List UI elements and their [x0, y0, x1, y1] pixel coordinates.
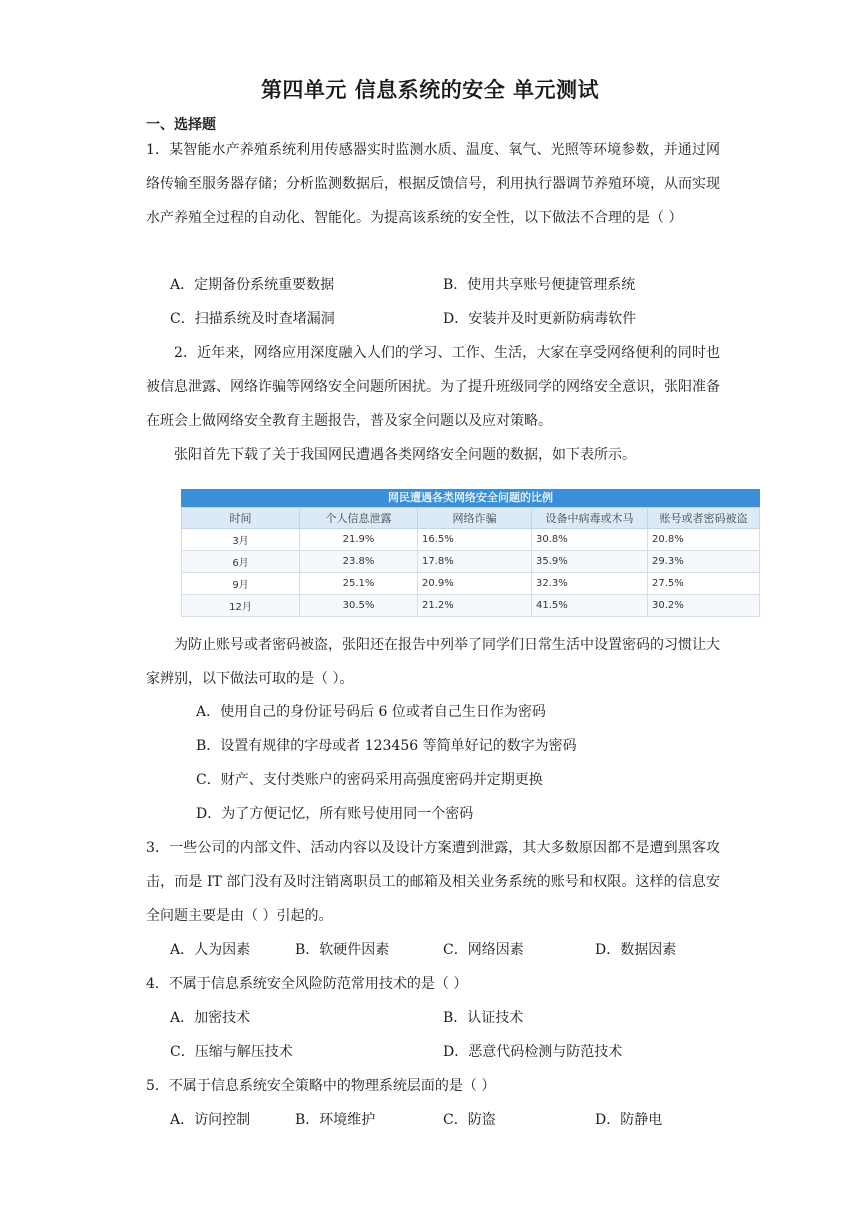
table-cell: 3月: [182, 529, 300, 551]
q5-option-a: A．访问控制: [170, 1112, 251, 1128]
question-3-options: [0, 933, 860, 967]
section-heading: 一、选择题: [146, 117, 216, 133]
question-4-stem: 4．不属于信息系统安全风险防范常用技术的是（ ）: [146, 976, 468, 992]
q4-option-c: C．压缩与解压技术: [170, 1044, 293, 1060]
table-cell: 23.8%: [300, 551, 418, 573]
table-cell: 25.1%: [300, 573, 418, 595]
page-title: 第四单元 信息系统的安全 单元测试: [260, 78, 600, 102]
q1-option-a: A．定期备份系统重要数据: [170, 277, 335, 293]
q1-option-d: D．安装并及时更新防病毒软件: [443, 311, 637, 327]
table-header-cell: 时间: [182, 508, 300, 529]
table-cell: 17.8%: [418, 551, 532, 573]
table-row: [182, 529, 760, 551]
question-5-options: [0, 1103, 860, 1137]
table-cell: 16.5%: [418, 529, 532, 551]
table-row: [182, 595, 760, 617]
q4-option-a: A．加密技术: [170, 1010, 251, 1026]
question-2-options: [196, 695, 756, 831]
question-1-options: [0, 268, 860, 336]
question-1-stem: 1．某智能水产养殖系统利用传感器实时监测水质、温度、氧气、光照等环境参数，并通过网络传输至服务器存储；分析监测数据后，根据反馈信号，利用执行器调节养殖环境，从而实现水产养殖全过程的自动化、智能化。为提高该系统的安全性，以下做法不合理的是（ ）: [146, 142, 720, 226]
q4-option-b: B．认证技术: [443, 1010, 524, 1026]
q2-option-a: A．使用自己的身份证号码后 6 位或者自己生日作为密码: [196, 704, 546, 720]
q1-option-b: B．使用共享账号便捷管理系统: [443, 277, 636, 293]
q1-option-c: C．扫描系统及时查堵漏洞: [170, 311, 335, 327]
table-header-cell: 设备中病毒或木马: [532, 508, 648, 529]
q5-option-b: B．环境维护: [295, 1112, 376, 1128]
table-cell: 29.3%: [648, 551, 760, 573]
question-4-options: [0, 1001, 860, 1069]
q2-option-b: B．设置有规律的字母或者 123456 等简单好记的数字为密码: [196, 738, 577, 754]
table-header-cell: 个人信息泄露: [300, 508, 418, 529]
q5-option-c: C．防盗: [443, 1112, 496, 1128]
question-5-stem: 5．不属于信息系统安全策略中的物理系统层面的是（ ）: [146, 1078, 496, 1094]
table-cell: 30.2%: [648, 595, 760, 617]
table-cell: 20.8%: [648, 529, 760, 551]
q3-option-d: D．数据因素: [595, 942, 677, 958]
table-cell: 20.9%: [418, 573, 532, 595]
table-header-cell: 账号或者密码被盗: [648, 508, 760, 529]
table-cell: 9月: [182, 573, 300, 595]
security-issues-table: [181, 489, 760, 617]
table-caption: 网民遭遇各类网络安全问题的比例: [181, 489, 760, 507]
q5-option-d: D．防静电: [595, 1112, 663, 1128]
table-cell: 32.3%: [532, 573, 648, 595]
table-cell: 30.5%: [300, 595, 418, 617]
table-cell: 6月: [182, 551, 300, 573]
q3-option-b: B．软硬件因素: [295, 942, 390, 958]
q3-option-a: A．人为因素: [170, 942, 251, 958]
table-cell: 41.5%: [532, 595, 648, 617]
q2-option-c: C．财产、支付类账户的密码采用高强度密码并定期更换: [196, 772, 543, 788]
table-cell: 21.2%: [418, 595, 532, 617]
question-3-stem: 3．一些公司的内部文件、活动内容以及设计方案遭到泄露，其大多数原因都不是遭到黑客攻击，而是 IT 部门没有及时注销离职员工的邮箱及相关业务系统的账号和权限。这样的信息安全问题主要是由（ ）引起的。: [146, 840, 720, 924]
q2-option-d: D．为了方便记忆，所有账号使用同一个密码: [196, 806, 474, 822]
question-2-lead: 张阳首先下载了关于我国网民遭遇各类网络安全问题的数据，如下表所示。: [174, 447, 636, 463]
table-row: [182, 551, 760, 573]
table-cell: 12月: [182, 595, 300, 617]
question-2-intro: 2．近年来，网络应用深度融入人们的学习、工作、生活，大家在享受网络便利的同时也被信息泄露、网络诈骗等网络安全问题所困扰。为了提升班级同学的网络安全意识，张阳准备在班会上做网络安全教育主题报告，普及家全问题以及应对策略。: [146, 345, 720, 429]
q4-option-d: D．恶意代码检测与防范技术: [443, 1044, 623, 1060]
table-cell: 35.9%: [532, 551, 648, 573]
table-header-row: [182, 508, 760, 529]
table-cell: 21.9%: [300, 529, 418, 551]
q3-option-c: C．网络因素: [443, 942, 524, 958]
table-cell: 27.5%: [648, 573, 760, 595]
question-2-stem: 为防止账号或者密码被盗，张阳还在报告中列举了同学们日常生活中设置密码的习惯让大家辨别，以下做法可取的是（ ）。: [146, 637, 720, 687]
table-row: [182, 573, 760, 595]
table-header-cell: 网络诈骗: [418, 508, 532, 529]
table-cell: 30.8%: [532, 529, 648, 551]
